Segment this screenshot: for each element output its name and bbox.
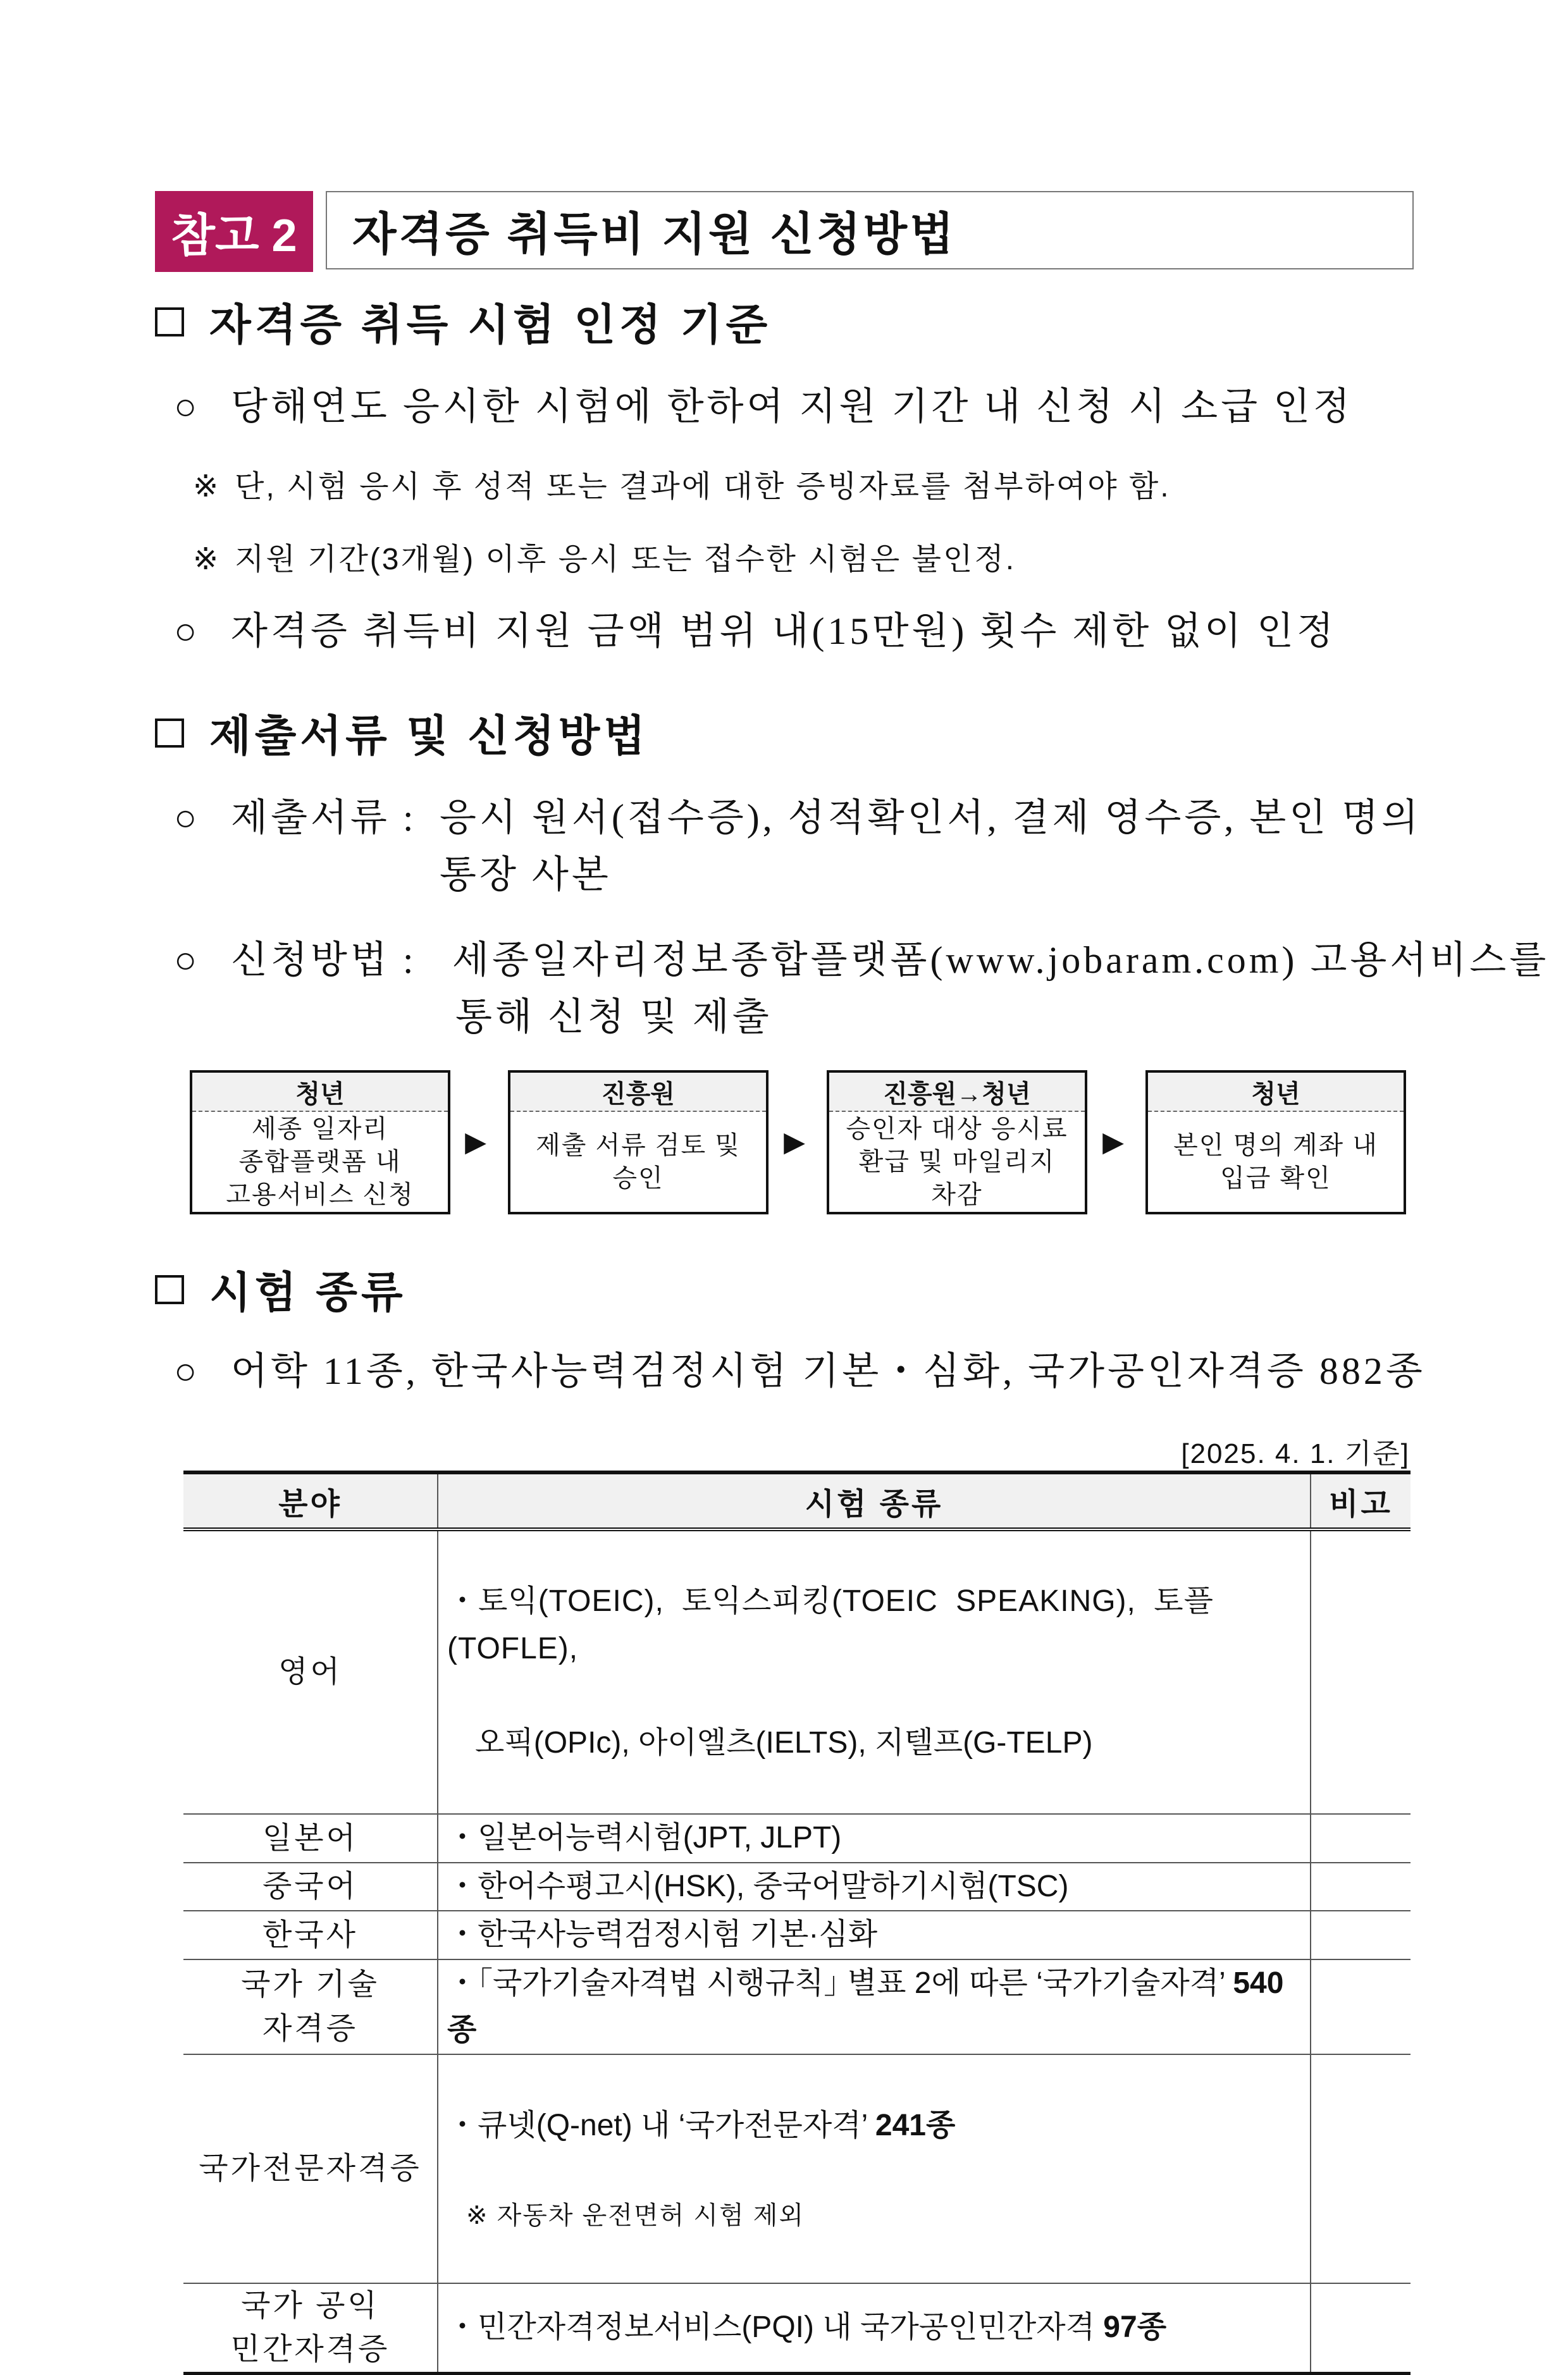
exam-cell (438, 1959, 1311, 2055)
bullet-text: 당해연도 응시한 시험에 한하여 지원 기간 내 신청 시 소급 인정 (231, 386, 1353, 428)
bullet-exam-summary (174, 1341, 1426, 1395)
remarks-cell (1311, 1529, 1411, 1814)
date-note: [2025. 4. 1. 기준] (1181, 1438, 1410, 1469)
category-cell: 국가 기술 자격증 (183, 1959, 438, 2055)
arrow-right-icon: ▶ (465, 1126, 486, 1157)
exam-cell (438, 2054, 1311, 2283)
note-text: 단, 시험 응시 후 성적 또는 결과에 대한 증빙자료를 첨부하여야 함. (235, 470, 1171, 503)
exam-text: ・큐넷(Q-net) 내 ‘국가전문자격’ (447, 2108, 875, 2142)
exam-cell: ・일본어능력시험(JPT, JLPT) (438, 1814, 1311, 1862)
exam-text: ・｢국가기술자격법 시행규칙｣ 별표 2에 따른 ‘국가기술자격’ (447, 1966, 1233, 2000)
table-row (183, 1911, 1411, 1959)
flow-step-3 (827, 1070, 1087, 1214)
flow-step-head: 진흥원 (510, 1073, 766, 1112)
arrow-right-icon: ▶ (784, 1126, 805, 1157)
exam-count: 540종 (447, 1966, 1284, 2047)
exam-cell: ・한어수평고시(HSK), 중국어말하기시험(TSC) (438, 1863, 1311, 1911)
note-period (193, 534, 1016, 578)
documents-label: 제출서류 : (231, 797, 417, 839)
table-header-row (183, 1472, 1411, 1529)
category-cell: 영어 (183, 1529, 438, 1814)
checkbox-square-icon (155, 307, 184, 336)
arrow-right-icon: ▶ (1102, 1126, 1124, 1157)
category-cell: 국가 공익 민간자격증 (183, 2283, 438, 2374)
remarks-cell (1311, 1911, 1411, 1959)
table-row (183, 2283, 1411, 2374)
page-title: 자격증 취득비 지원 신청방법 (326, 191, 1414, 269)
note-text: 지원 기간(3개월) 이후 응시 또는 접수한 시험은 불인정. (235, 543, 1016, 576)
section-heading-criteria (155, 291, 771, 352)
exam-table (183, 1471, 1411, 2375)
section-heading-text: 시험 종류 (209, 1269, 407, 1317)
flow-step-1 (190, 1070, 450, 1214)
exam-line: ・토익(TOEIC), 토익스피킹(TOEIC SPEAKING), 토플(TOFLE), (447, 1584, 1214, 1665)
column-header-exam: 시험 종류 (438, 1472, 1311, 1529)
flow-step-4 (1145, 1070, 1406, 1214)
exam-text: ・민간자격정보서비스(PQI) 내 국가공인민간자격 (447, 2310, 1104, 2345)
flow-step-body: 제출 서류 검토 및 승인 (536, 1132, 741, 1192)
section-heading-text: 제출서류 및 신청방법 (209, 712, 649, 760)
flow-step-head: 청년 (1148, 1073, 1404, 1112)
flow-step-body: 승인자 대상 응시료 환급 및 마일리지 차감 (846, 1115, 1068, 1209)
exam-cell: ・한국사능력검정시험 기본·심화 (438, 1911, 1311, 1959)
method-label: 신청방법 : (231, 939, 417, 981)
table-row (183, 2054, 1411, 2283)
column-header-field: 분야 (183, 1472, 438, 1529)
remarks-cell (1311, 1959, 1411, 2055)
table-row (183, 1863, 1411, 1911)
category-cell: 한국사 (183, 1911, 438, 1959)
bullet-retroactive (174, 376, 1353, 431)
exam-cell (438, 2283, 1311, 2374)
remarks-cell (1311, 1863, 1411, 1911)
exam-line: 오픽(OPIc), 아이엘츠(IELTS), 지텔프(G-TELP) (475, 1725, 1093, 1760)
section-heading-exam-types (155, 1259, 407, 1320)
method-text-continued: 통해 신청 및 제출 (455, 996, 772, 1038)
remarks-cell (1311, 1814, 1411, 1862)
bullet-method (174, 930, 1549, 984)
circle-bullet-icon: ○ (174, 1350, 201, 1392)
reference-mark-icon: ※ (193, 543, 221, 576)
table-row (183, 1814, 1411, 1862)
bullet-text: 자격증 취득비 지원 금액 범위 내(15만원) 횟수 제한 없이 인정 (231, 610, 1337, 652)
flow-step-head: 진흥원→청년 (829, 1073, 1085, 1112)
exam-line (447, 2102, 1301, 2149)
bullet-text: 어학 11종, 한국사능력검정시험 기본・심화, 국가공인자격증 882종 (231, 1350, 1426, 1392)
checkbox-square-icon (155, 719, 184, 748)
circle-bullet-icon: ○ (174, 939, 201, 981)
flow-step-body: 세종 일자리 종합플랫폼 내 고용서비스 신청 (226, 1115, 414, 1209)
remarks-cell (1311, 2054, 1411, 2283)
bullet-documents (174, 787, 1421, 842)
table-row (183, 1529, 1411, 1814)
table-row (183, 1959, 1411, 2055)
category-cell: 국가전문자격증 (183, 2054, 438, 2283)
documents-text: 응시 원서(접수증), 성적확인서, 결제 영수증, 본인 명의 (440, 797, 1422, 839)
circle-bullet-icon: ○ (174, 610, 201, 652)
flow-step-head: 청년 (192, 1073, 448, 1112)
exam-subnote: ※ 자동차 운전면허 시험 제외 (466, 2202, 805, 2230)
column-header-remarks: 비고 (1311, 1472, 1411, 1529)
exam-count: 241종 (875, 2108, 956, 2142)
category-cell: 일본어 (183, 1814, 438, 1862)
flow-step-2 (508, 1070, 769, 1214)
section-heading-documents (155, 702, 649, 763)
section-heading-text: 자격증 취득 시험 인정 기준 (209, 301, 772, 349)
bullet-unlimited (174, 601, 1337, 655)
reference-tag: 참고 2 (155, 191, 313, 272)
checkbox-square-icon (155, 1275, 184, 1304)
category-cell: 중국어 (183, 1863, 438, 1911)
exam-cell (438, 1529, 1311, 1814)
remarks-cell (1311, 2283, 1411, 2374)
documents-text-continued: 통장 사본 (440, 854, 612, 896)
reference-mark-icon: ※ (193, 470, 221, 503)
note-evidence (193, 462, 1171, 505)
flow-step-body: 본인 명의 계좌 내 입금 확인 (1173, 1132, 1378, 1192)
circle-bullet-icon: ○ (174, 386, 201, 428)
exam-count: 97종 (1103, 2310, 1167, 2345)
circle-bullet-icon: ○ (174, 797, 201, 839)
method-text: 세종일자리정보종합플랫폼(www.jobaram.com) 고용서비스를 (452, 939, 1550, 981)
